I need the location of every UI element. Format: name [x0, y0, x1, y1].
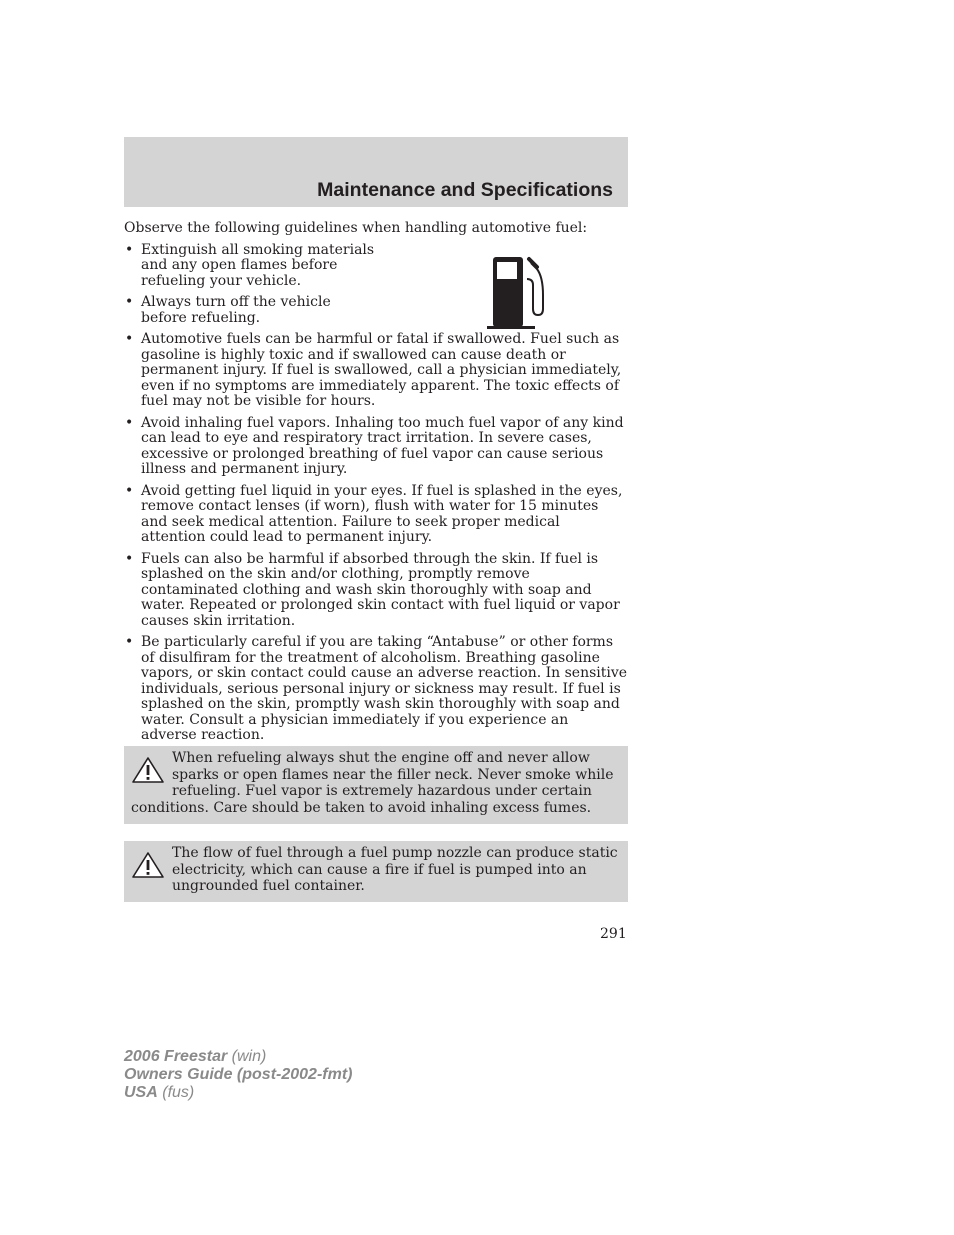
footer-model-code: (win) — [231, 1048, 267, 1065]
main-content — [124, 221, 628, 750]
footer-line-model — [124, 1048, 352, 1066]
footer-model: 2006 Freestar — [124, 1048, 228, 1065]
fuel-pump-icon — [485, 255, 549, 331]
list-item: • Automotive fuels can be harmful or fatal if swallowed. Fuel such as gasoline is highly toxic and if swallowed can cause death or permanent injury. If fuel is swallowed, call a physician immediately, even if no symptoms are immediately apparent. The toxic effects of fuel may not be visible for hours. — [124, 332, 628, 410]
list-item: • Avoid getting fuel liquid in your eyes. If fuel is splashed in the eyes, remove contact lenses (if worn), flush with water for 15 minutes and seek medical attention. Failure to seek proper medical attention could lead to permanent injury. — [124, 484, 628, 546]
page-number: 291 — [600, 926, 627, 942]
warning-triangle-icon — [131, 756, 165, 784]
warning-box-refueling — [124, 746, 628, 824]
fuel-guidelines-list — [124, 243, 628, 744]
section-header-band — [124, 137, 628, 207]
section-title: Maintenance and Specifications — [317, 179, 613, 201]
footer-market: USA — [124, 1084, 158, 1101]
warning-text: The flow of fuel through a fuel pump nozzle can produce static electricity, which can cause a fire if fuel is pumped into an ungrounded fuel container. — [172, 845, 618, 894]
footer-market-code: (fus) — [162, 1084, 195, 1101]
warning-text: When refueling always shut the engine off and never allow sparks or open flames near the filler neck. Never smoke while refueling. Fuel vapor is extremely hazardous under certain conditions. Care should be taken to avoid inhaling excess fumes. — [131, 750, 614, 816]
footer-line-market — [124, 1084, 352, 1102]
warning-triangle-icon — [131, 851, 165, 879]
list-item: • Fuels can also be harmful if absorbed through the skin. If fuel is splashed on the skin and/or clothing, promptly remove contaminated clothing and wash skin thoroughly with soap and water. Repeated or prolonged skin contact with fuel liquid or vapor causes skin irritation. — [124, 552, 628, 630]
intro-text: Observe the following guidelines when handling automotive fuel: — [124, 220, 588, 236]
footer-line-guide — [124, 1066, 352, 1084]
document-footer — [124, 1048, 352, 1102]
warning-box-static — [124, 841, 628, 902]
list-item: • Be particularly careful if you are taking “Antabuse” or other forms of disulfiram for the treatment of alcoholism. Breathing gasoline vapors, or skin contact could cause an adverse reaction. In sensitive individuals, serious personal injury or sickness may result. If fuel is splashed on the skin, promptly wash skin thoroughly with soap and water. Consult a physician immediately if you experience an adverse reaction. — [124, 635, 628, 744]
list-item: • Extinguish all smoking materials and any open flames before refueling your vehicle. — [124, 243, 381, 290]
list-item: • Avoid inhaling fuel vapors. Inhaling too much fuel vapor of any kind can lead to eye and respiratory tract irritation. In severe cases, excessive or prolonged breathing of fuel vapor can cause serious illness and permanent injury. — [124, 416, 628, 478]
footer-guide: Owners Guide (post-2002-fmt) — [124, 1066, 353, 1083]
list-item: • Always turn off the vehicle before refueling. — [124, 295, 381, 326]
